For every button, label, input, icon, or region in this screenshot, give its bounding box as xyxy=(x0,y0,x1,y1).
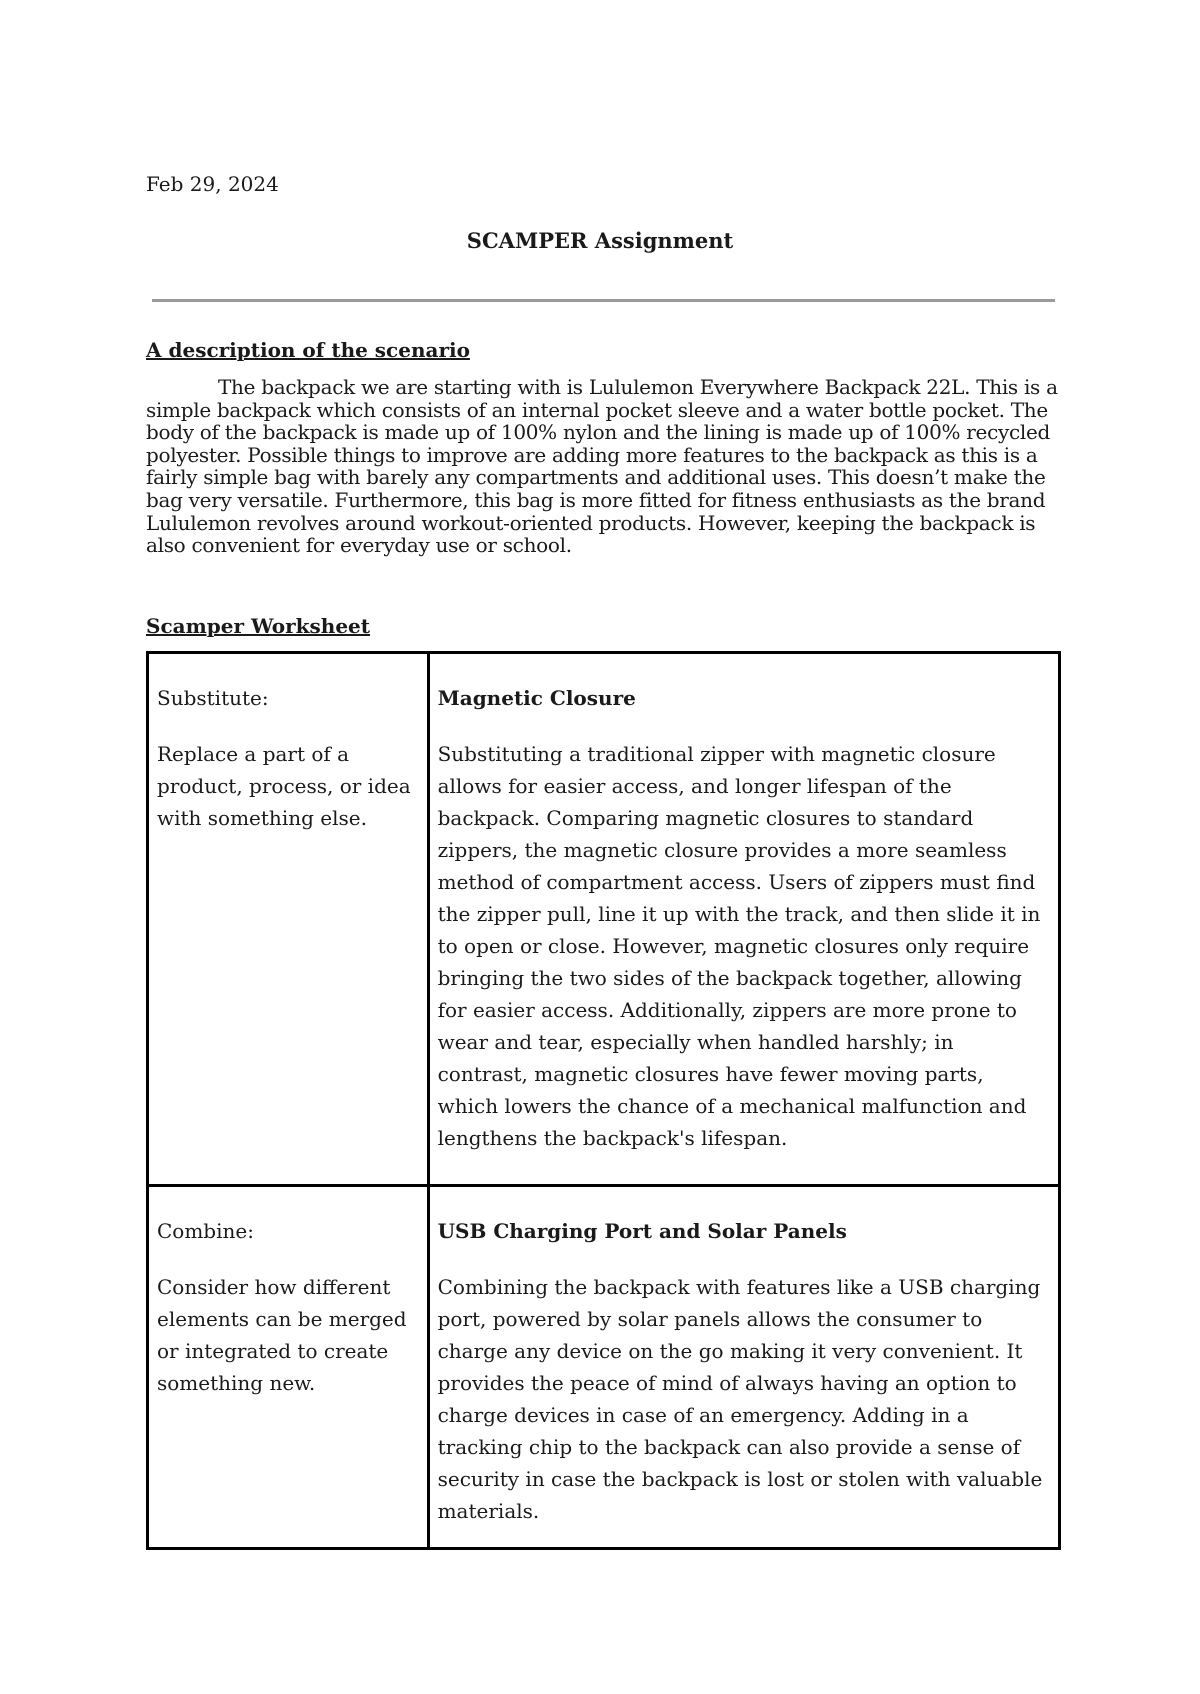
table-cell-idea xyxy=(428,653,1059,1186)
table-row-combine xyxy=(148,1186,1060,1549)
table-row-substitute xyxy=(148,653,1060,1186)
description-paragraph xyxy=(146,376,1058,557)
idea-text: Substituting a traditional zipper with magnetic closure allows for easier access, and longer lifespan of the backpack. Comparing magnetic closures to standard zippers, the magnetic closure provides a more seamless method of compartment access. Users of zippers must find the zipper pull, line it up with the track, and then slide it in to open or close. However, magnetic closures only require bringing the two sides of the backpack together, allowing for easier access. Additionally, zippers are more prone to wear and tear, especially when handled harshly; in contrast, magnetic closures have fewer moving parts, which lowers the chance of a mechanical malfunction and lengthens the backpack's lifespan. xyxy=(437,742,1041,1150)
document-date: Feb 29, 2024 xyxy=(146,172,279,196)
horizontal-divider xyxy=(152,299,1055,302)
category-prompt: Consider how different elements can be merged or integrated to create something new. xyxy=(157,1275,407,1395)
document-title: SCAMPER Assignment xyxy=(466,228,734,253)
table-cell-idea xyxy=(428,1186,1059,1549)
idea-title: Magnetic Closure xyxy=(437,686,636,710)
category-label: Combine: xyxy=(157,1219,254,1243)
idea-text: Combining the backpack with features like a USB charging port, powered by solar panels allows the consumer to charge any device on the go making it very convenient. It provides the peace of mind of always having an option to charge devices in case of an emergency. Adding in a tracking chip to the backpack can also provide a sense of security in case the backpack is lost or stolen with valuable materials. xyxy=(437,1275,1043,1523)
category-prompt: Replace a part of a product, process, or idea with something else. xyxy=(157,742,411,830)
scamper-worksheet-table xyxy=(146,651,1061,1550)
description-text: The backpack we are starting with is Lululemon Everywhere Backpack 22L. This is a simple backpack which consists of an internal pocket sleeve and a water bottle pocket. The body of the backpack is made up of 100% nylon and the lining is made up of 100% recycled polyester. Possible things to improve are adding more features to the backpack as this is a fairly simple bag with barely any compartments and additional uses. This doesn’t make the bag very versatile. Furthermore, this bag is more fitted for fitness enthusiasts as the brand Lululemon revolves around workout-oriented products. However, keeping the backpack is also convenient for everyday use or school. xyxy=(146,375,1058,558)
description-heading: A description of the scenario xyxy=(146,338,470,362)
table-cell-category xyxy=(148,1186,429,1549)
category-label: Substitute: xyxy=(157,686,269,710)
idea-title: USB Charging Port and Solar Panels xyxy=(437,1219,847,1243)
table-cell-category xyxy=(148,653,429,1186)
worksheet-heading: Scamper Worksheet xyxy=(146,614,371,638)
